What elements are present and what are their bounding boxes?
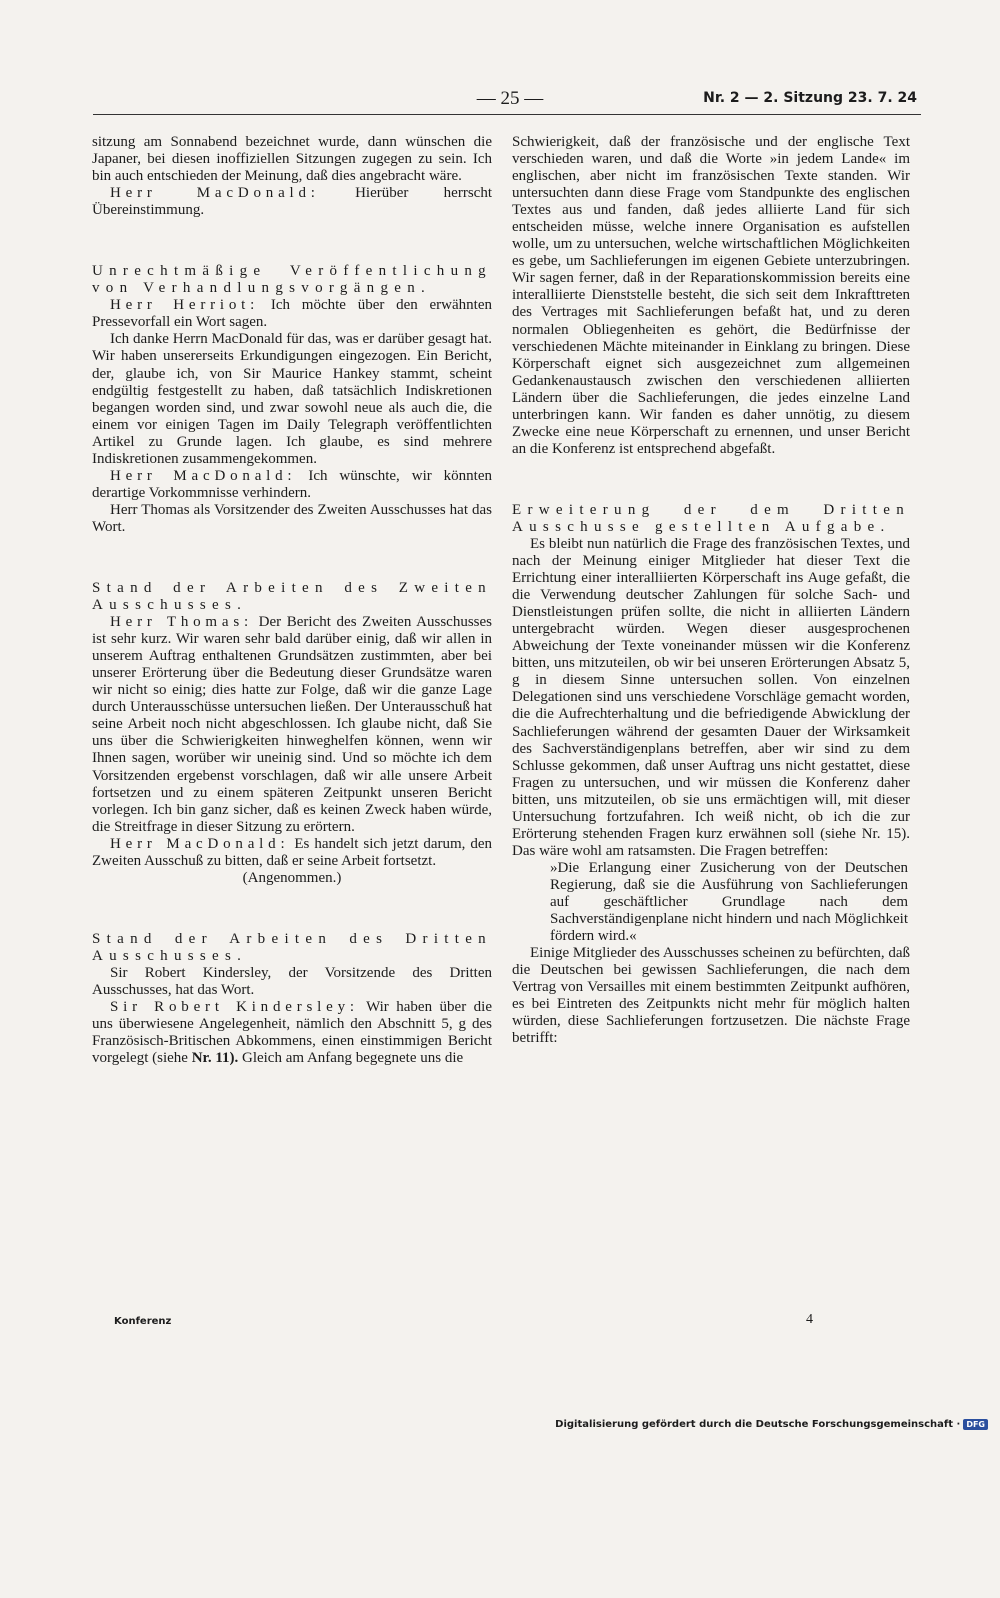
right-paragraph: Schwierigkeit, daß der französische und der englische Text verschieden waren, und daß die Worte »in jedem Lande« im englischen, aber nicht im französischen Texte standen. Wir untersuchten dann diese Frage vom Standpunkte des englischen Textes aus und fanden, daß jedes alliierte Land für sich entscheiden müsse, welche innere Organisation es aufstellen wolle, um zu untersuchen, welche wirtschaftlichen Möglichkeiten es gebe, um Sachlieferungen im eigenen Gebiete unterzubringen. Wir sagen ferner, daß in der Reparationskommission bereits eine interalliierte Dienststelle besteht, die sich seit dem Inkrafttreten des Vertrages mit Sachlieferungen befaßt hat, und zu deren normalen Obliegenheiten es gehört, die Bedürfnisse der verschiedenen Mächte miteinander in Einklang zu bringen. Diese Körperschaft eignet sich ausgezeichnet zum allgemeinen Gedankenaustausch zwischen den verschiedenen alliierten Ländern über die Sachlieferungen, die jedes einzelne Land unterbringen kann. Wir fanden es daher unnötig, zu diesem Zwecke eine neue Körperschaft zu ernennen, und unser Bericht an die Konferenz ist entsprechend abgefaßt. xyxy=(512,134,910,457)
speech: Ich wünschte, wir könnten derartige Vorkommnisse verhindern. xyxy=(92,467,492,501)
speech: Ich möchte über den erwähnten Pressevorfall ein Wort sagen. xyxy=(92,297,492,331)
left-paragraph: sitzung am Sonnabend bezeichnet wurde, dann wünschen die Japaner, bei diesen inoffiziellen Sitzungen zugegen zu sein. Ich bin auch entschieden der Meinung, daß dies angebracht wäre. xyxy=(92,134,492,185)
reference: Nr. 11). xyxy=(191,1050,239,1067)
header-rule xyxy=(93,114,921,115)
speech: Gleich am Anfang begegnete uns die xyxy=(241,1050,464,1067)
speaker: Herr MacDonald: xyxy=(110,467,297,484)
page-number: — 25 — xyxy=(476,88,544,109)
left-paragraph: Herr Thomas als Vorsitzender des Zweiten Ausschusses hat das Wort. xyxy=(92,501,492,535)
left-paragraph xyxy=(92,614,492,836)
speech: Wir haben über die uns überwiesene Angelegenheit, nämlich den Abschnitt 5, g des Französisch-Britischen Abkommens, einen einstimmigen Bericht vorgelegt (siehe xyxy=(92,999,492,1067)
section-heading: Unrechtmäßige Veröffentlichung von Verhandlungsvorgängen. xyxy=(92,263,492,297)
session-info: Nr. 2 — 2. Sitzung 23. 7. 24 xyxy=(703,90,917,106)
left-paragraph: Sir Robert Kindersley, der Vorsitzende des Dritten Ausschusses, hat das Wort. xyxy=(92,964,492,998)
left-paragraph xyxy=(92,297,492,331)
credit-text: Digitalisierung gefördert durch die Deutsche Forschungsgemeinschaft · xyxy=(555,1419,961,1430)
section-heading: Erweiterung der dem Dritten Ausschusse gestellten Aufgabe. xyxy=(512,501,910,535)
speaker: Herr MacDonald: xyxy=(110,835,290,852)
section-heading: Stand der Arbeiten des Dritten Ausschusses. xyxy=(92,930,492,964)
right-column xyxy=(512,134,910,1047)
left-column xyxy=(92,134,492,1067)
right-paragraph: Einige Mitglieder des Ausschusses scheinen zu befürchten, daß die Deutschen bei gewissen Sachlieferungen, die nach dem Vertrag von Versailles mit einem bestimmten Zeitpunkt aufhören, es bei Eintreten des Zeitpunkts nicht mehr für möglich halten würden, diese Sachlieferungen fortzusetzen. Die nächste Frage betrifft: xyxy=(512,945,910,1047)
quote-text: »Die Erlangung einer Zusicherung von der Deutschen Regierung, daß sie die Ausführung von Sachlieferungen auf geschäftlicher Grundlage nach dem Sachverständigenplane nicht hindern und nach Möglichkeit fördern wird.« xyxy=(550,859,908,945)
speech: Hierüber herrscht Übereinstimmung. xyxy=(92,185,492,219)
footer-signature: Konferenz xyxy=(114,1316,172,1327)
speaker: Herr Herriot: xyxy=(110,297,260,314)
speech: Der Bericht des Zweiten Ausschusses ist sehr kurz. Wir waren sehr bald darüber einig, daß wir allen in unserem Auftrag enthaltenen Grundsätzen zustimmten, aber bei unserer Erörterung über die Bedeutung dieser Grundsätze waren wir nicht so einig; dies hatte zur Folge, daß wir die ganze Lage durch Unterausschüsse untersuchen ließen. Der Unterausschuß hat seine Arbeit noch nicht abgeschlossen. Ich glaube nicht, daß Sie uns über die Schwierigkeiten hinweghelfen können, wenn wir Ihnen sagen, worüber wir uneinig sind. Und so möchte ich dem Vorsitzenden ergebenst vorschlagen, daß wir alle unsere Arbeit fortsetzen und zu einem späteren Zeitpunkt unseren Bericht vorlegen. Ich bin ganz sicher, daß es keinen Zweck haben würde, die Streitfrage in dieser Sitzung zu erörtern. xyxy=(92,614,492,835)
speaker: Herr Thomas: xyxy=(110,614,253,631)
section-heading: Stand der Arbeiten des Zweiten Ausschusses. xyxy=(92,579,492,614)
speech: Es handelt sich jetzt darum, den Zweiten Ausschuß zu bitten, daß er seine Arbeit fortsetzt. xyxy=(92,835,492,869)
right-paragraph: Es bleibt nun natürlich die Frage des französischen Textes, und nach der Meinung einiger Mitglieder hat dieser Text die Errichtung einer interalliierten Körperschaft ins Auge gefaßt, die die Verwendung deutscher Zahlungen für solche Sach- und Dienstleistungen prüfen sollte, die nicht in alliierten Ländern untergebracht würden. Wegen dieser ausgesprochenen Abweichung der Texte voneinander müssen wir die Konferenz bitten, uns mitzuteilen, ob wir bei unseren Erörterungen Absatz 5, g in diesem Sinne untersuchen sollen. Von einzelnen Delegationen sind uns verschiedene Vorschläge gemacht worden, die die Aufrechterhaltung und die befriedigende Abwicklung der Sachlieferungen während der gesamten Dauer der Wirksamkeit des Sachverständigenplans betreffen, aber wir sind zu dem Schlusse gekommen, daß unser Auftrag uns nicht gestattet, diese Fragen zu untersuchen, und wir müssen die Konferenz daher bitten, uns mitzuteilen, ob sie uns ermächtigen will, mit dieser Untersuchung fortzufahren. Ich weiß nicht, ob ich die zur Erörterung stehenden Fragen kurz erwähnen soll (siehe Nr. 15). Das wäre wohl am ratsamsten. Die Fragen betreffen: xyxy=(512,535,910,859)
left-paragraph xyxy=(92,185,492,219)
footer-sheet-number: 4 xyxy=(806,1312,813,1327)
digitization-credit xyxy=(555,1419,988,1430)
accepted-note: (Angenommen.) xyxy=(242,869,342,886)
left-paragraph xyxy=(92,836,492,870)
speaker: Sir Robert Kindersley: xyxy=(110,999,359,1016)
page-number-text: 25 xyxy=(500,88,520,109)
left-paragraph: Ich danke Herrn MacDonald für das, was er darüber gesagt hat. Wir haben unsererseits Erkundigungen eingezogen. Ein Bericht, der, glaube ich, von Sir Maurice Hankey stammt, scheint endgültig festgestellt zu haben, daß tatsächlich Indiskretionen begangen worden sind, und zwar sowohl neue als auch die, die einem vor einigen Tagen im Daily Telegraph veröffentlichten Artikel zu Grunde lagen. Ich glaube, es sind mehrere Indiskretionen zusammengekommen. xyxy=(92,331,492,467)
column-separator xyxy=(501,136,502,1598)
speaker: Herr MacDonald: xyxy=(110,185,320,202)
dfg-logo: DFG xyxy=(963,1419,988,1430)
quotation xyxy=(512,860,910,945)
left-paragraph xyxy=(92,999,492,1067)
left-paragraph xyxy=(92,468,492,502)
